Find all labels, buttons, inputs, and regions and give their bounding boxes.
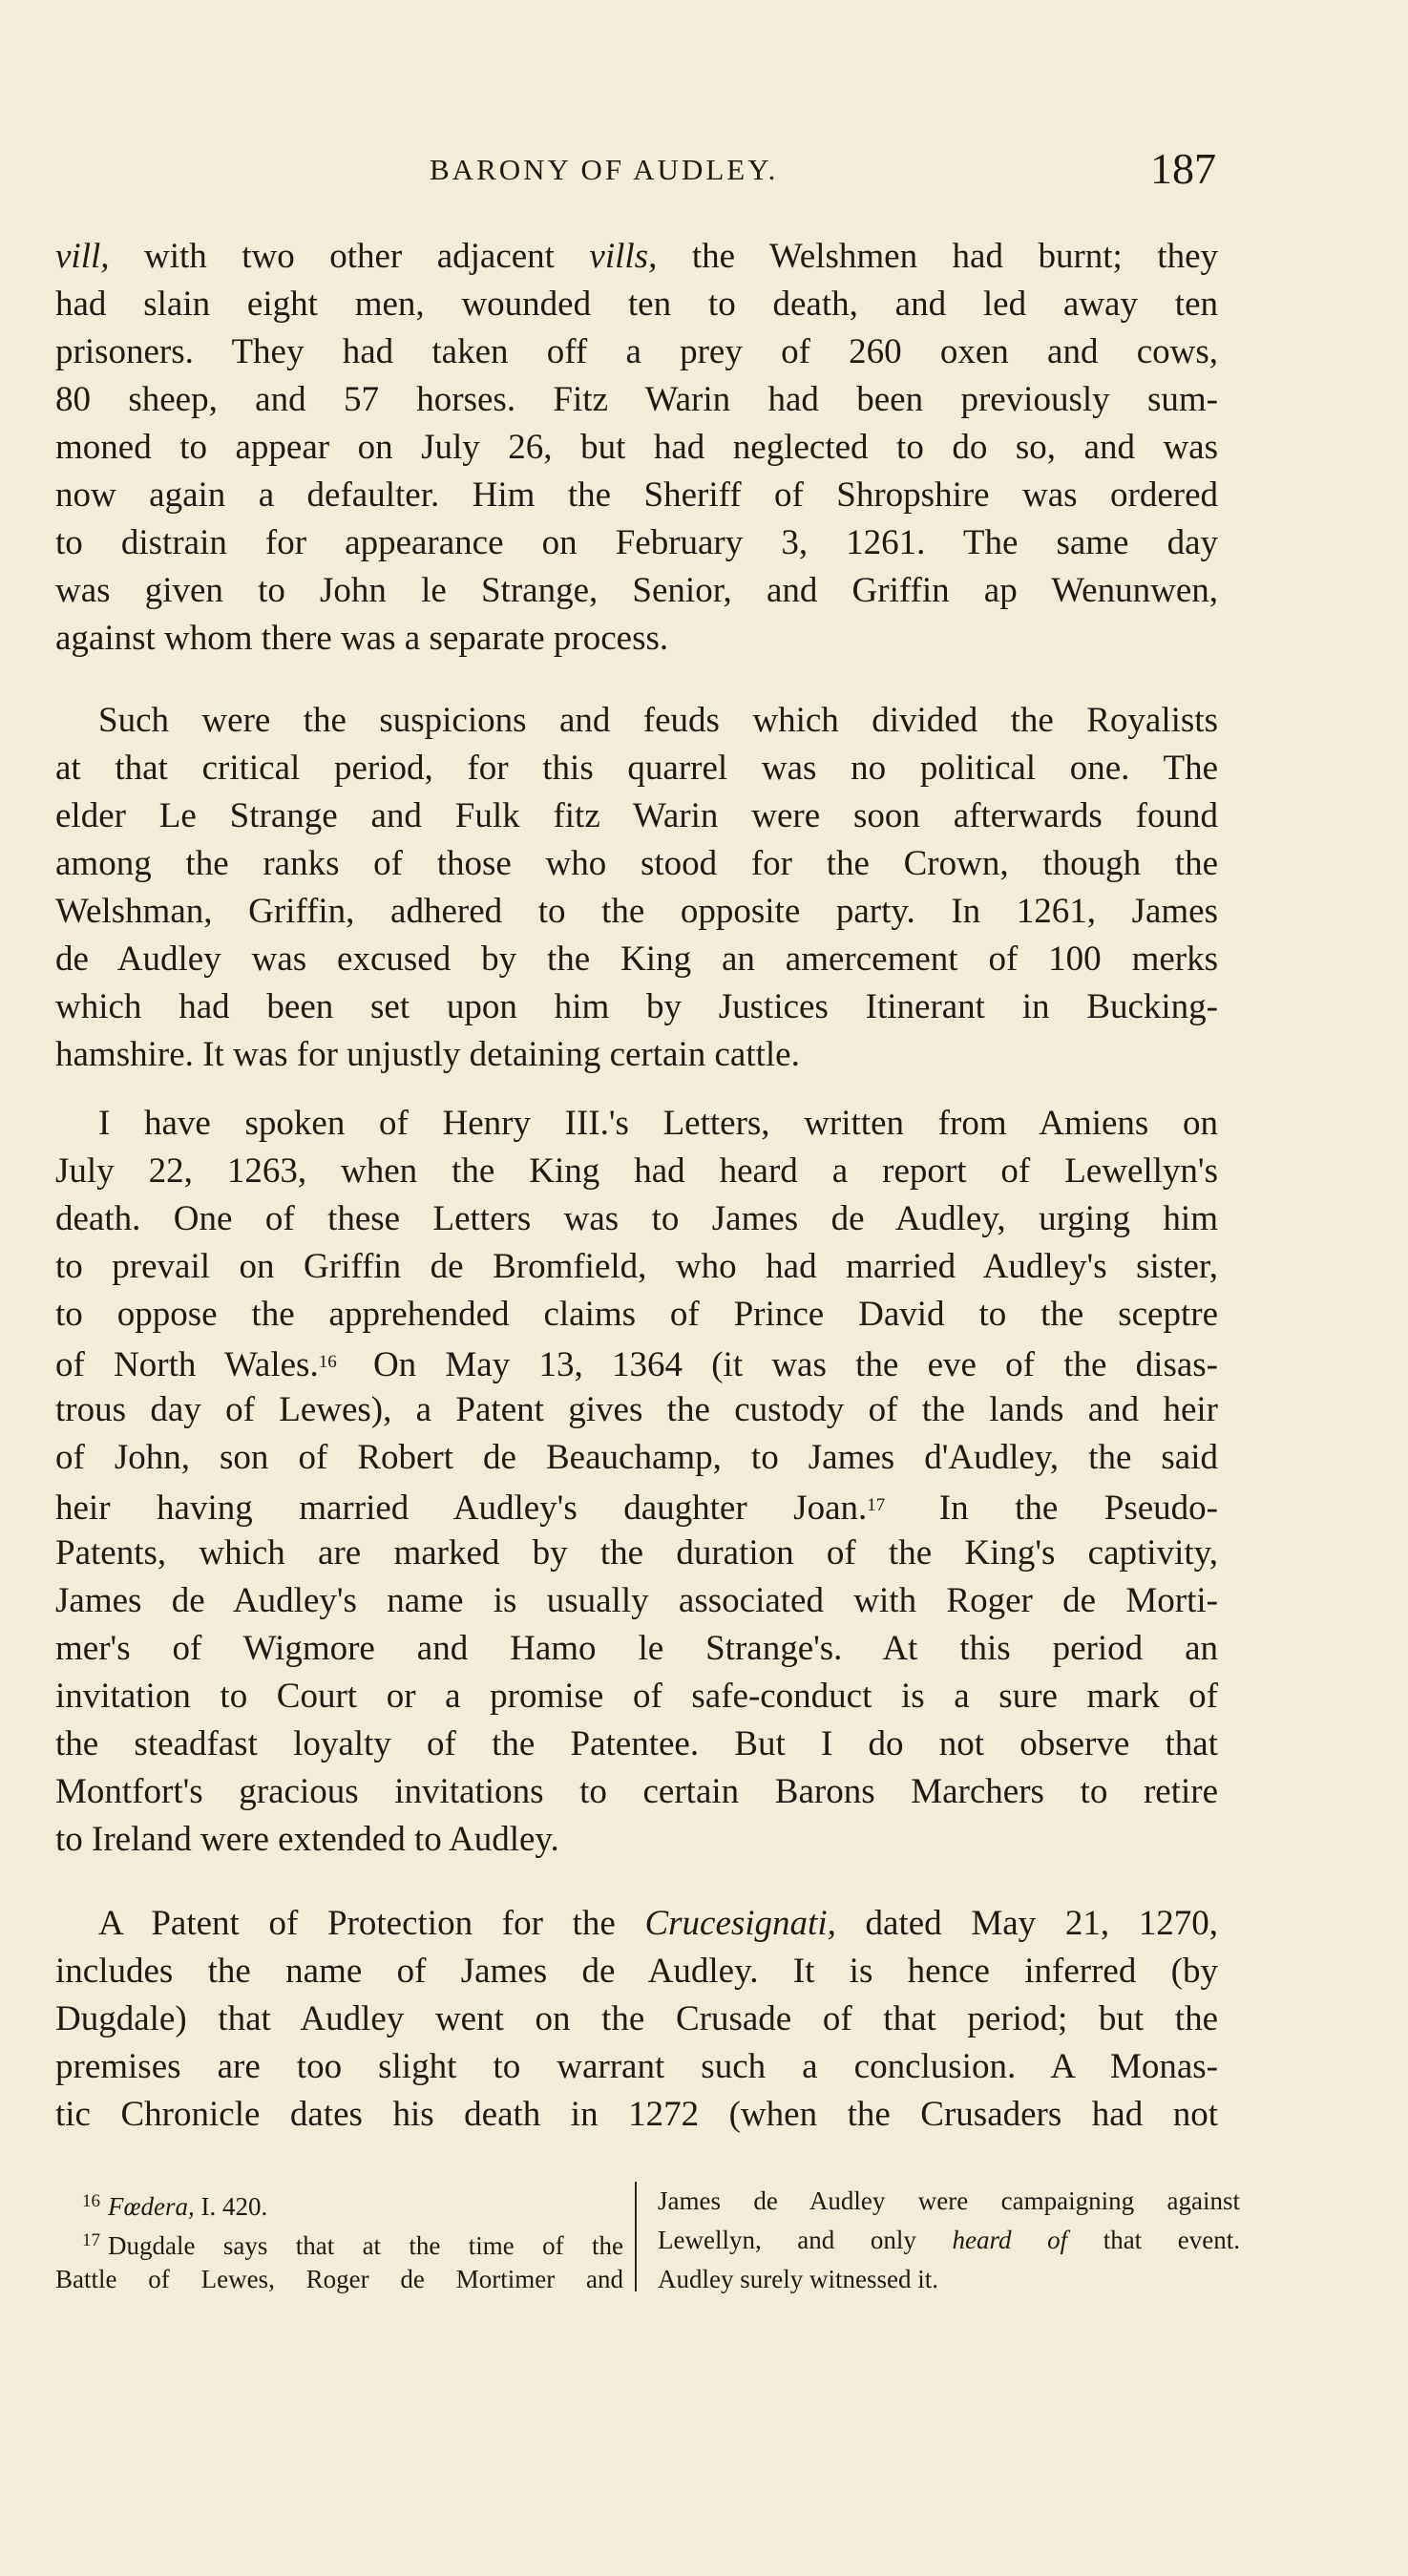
body-line: tic Chronicle dates his death in 1272 (when the Crusaders had not — [55, 2095, 1218, 2134]
body-text: dated May 21, 1270, — [835, 1904, 1218, 1943]
body-line: among the ranks of those who stood for the Crown, though the — [55, 844, 1218, 883]
body-line: mer's of Wigmore and Hamo le Strange's. At this period an — [55, 1629, 1218, 1668]
body-line: includes the name of James de Audley. It is hence inferred (by — [55, 1952, 1218, 1991]
body-text: heir having married Audley's daughter Joan. — [55, 1489, 868, 1528]
body-line: Such were the suspicions and feuds which divided the Royalists — [98, 701, 1218, 740]
footnote-16 — [82, 2182, 623, 2221]
footnote-ref: 16 — [318, 1352, 337, 1372]
page-number: 187 — [1150, 144, 1216, 193]
footnote-text: that event. — [1067, 2226, 1240, 2254]
body-text: the Welshmen had burnt; they — [657, 237, 1218, 276]
body-line: Welshman, Griffin, adhered to the opposite party. In 1261, James — [55, 892, 1218, 931]
body-line: hamshire. It was for unjustly detaining certain cattle. — [55, 1035, 800, 1074]
body-line: moned to appear on July 26, but had neglected to do so, and was — [55, 428, 1218, 467]
body-text: A Patent of Protection for the — [98, 1904, 645, 1943]
footnote-text: Lewellyn, and only — [658, 2226, 953, 2254]
footnote-number: 17 — [82, 2230, 100, 2250]
body-line: to prevail on Griffin de Bromfield, who had married Audley's sister, — [55, 1247, 1218, 1286]
body-line: death. One of these Letters was to James de Audley, urging him — [55, 1199, 1218, 1238]
footnote-column-divider — [635, 2182, 637, 2291]
body-line: Dugdale) that Audley went on the Crusade of that period; but the — [55, 1999, 1218, 2038]
italic-word: vills, — [589, 237, 658, 276]
footnote-text: I. 420. — [194, 2192, 268, 2221]
body-line: James de Audley's name is usually associated with Roger de Morti- — [55, 1581, 1218, 1620]
body-line: invitation to Court or a promise of safe-conduct is a sure mark of — [55, 1677, 1218, 1716]
footnote-italic: heard of — [952, 2226, 1068, 2254]
body-text: of North Wales. — [55, 1345, 319, 1384]
body-line: prisoners. They had taken off a prey of 260 oxen and cows, — [55, 332, 1218, 371]
footnote-ref: 17 — [867, 1495, 886, 1515]
body-line: of John, son of Robert de Beauchamp, to James d'Audley, the said — [55, 1438, 1218, 1477]
body-line: the steadfast loyalty of the Patentee. But I do not observe that — [55, 1724, 1218, 1763]
body-line: Patents, which are marked by the duration of the King's captivity, — [55, 1533, 1218, 1573]
body-line: I have spoken of Henry III.'s Letters, written from Amiens on — [98, 1104, 1218, 1143]
body-line: premises are too slight to warrant such a conclusion. A Monas- — [55, 2047, 1218, 2086]
footnote-17-continued: James de Audley were campaigning against — [658, 2186, 1240, 2215]
footnote-17-line: Battle of Lewes, Roger de Mortimer and — [55, 2265, 623, 2293]
footnote-text: Dugdale says that at the time of the — [108, 2231, 623, 2260]
body-line: elder Le Strange and Fulk fitz Warin were soon afterwards found — [55, 796, 1218, 835]
italic-word: Crucesignati, — [644, 1904, 836, 1943]
footnote-title: Fœdera, — [108, 2192, 195, 2221]
body-line: trous day of Lewes), a Patent gives the custody of the lands and heir — [55, 1390, 1218, 1429]
footnote-17-continued: Audley surely witnessed it. — [658, 2265, 938, 2293]
body-line: to oppose the apprehended claims of Prince David to the sceptre — [55, 1295, 1218, 1334]
body-line: which had been set upon him by Justices Itinerant in Bucking- — [55, 987, 1218, 1026]
footnote-number: 16 — [82, 2191, 100, 2211]
body-line: Montfort's gracious invitations to certain Barons Marchers to retire — [55, 1772, 1218, 1811]
body-line: was given to John le Strange, Senior, and Griffin ap Wenunwen, — [55, 571, 1218, 610]
body-line: at that critical period, for this quarrel was no political one. The — [55, 749, 1218, 788]
body-line — [55, 1482, 1218, 1530]
running-title: BARONY OF AUDLEY. — [430, 153, 779, 186]
body-line — [55, 233, 1218, 281]
body-text: with two other adjacent — [109, 237, 590, 276]
body-line: had slain eight men, wounded ten to death, and led away ten — [55, 285, 1218, 324]
body-line: to distrain for appearance on February 3, 1261. The same day — [55, 523, 1218, 562]
body-text: In the Pseudo- — [893, 1489, 1218, 1528]
body-line: to Ireland were extended to Audley. — [55, 1820, 559, 1859]
body-line — [55, 1339, 1218, 1386]
body-line — [98, 1900, 1218, 1948]
body-line: against whom there was a separate process. — [55, 619, 669, 658]
body-text: On May 13, 1364 (it was the eve of the disas- — [344, 1345, 1218, 1384]
italic-word: vill, — [55, 237, 110, 276]
footnote-17-line — [82, 2221, 623, 2260]
body-line: now again a defaulter. Him the Sheriff of Shropshire was ordered — [55, 475, 1218, 515]
footnote-17-continued — [658, 2221, 1240, 2260]
body-line: de Audley was excused by the King an amercement of 100 merks — [55, 940, 1218, 979]
body-line: July 22, 1263, when the King had heard a report of Lewellyn's — [55, 1151, 1218, 1191]
body-line: 80 sheep, and 57 horses. Fitz Warin had been previously sum- — [55, 380, 1218, 419]
